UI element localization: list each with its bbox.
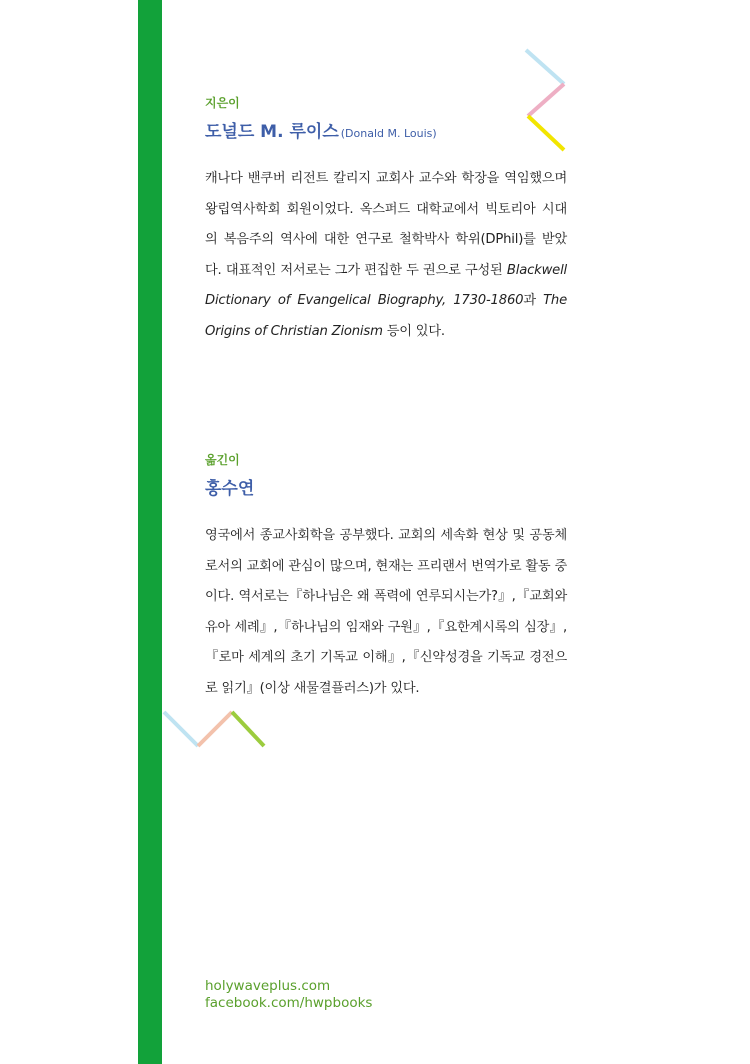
translator-section	[205, 451, 567, 704]
publisher-links	[205, 978, 372, 1012]
zigzag-peach-stroke	[198, 712, 232, 746]
author-name-english: (Donald M. Louis)	[340, 127, 437, 140]
author-bio	[205, 164, 567, 347]
facebook-link[interactable]: facebook.com/hwpbooks	[205, 995, 373, 1011]
translator-role-label: 옮긴이	[205, 453, 240, 467]
zigzag-blue-stroke	[164, 712, 198, 746]
translator-name: 홍수연	[205, 479, 255, 499]
author-name	[205, 117, 567, 142]
author-section	[205, 94, 567, 347]
author-bio-part: 과	[523, 293, 544, 308]
green-side-bar	[138, 0, 162, 1064]
author-bio-book-title: Blackwell Dictionary of Evangelical Biography, 1730-1860	[205, 262, 567, 308]
website-link[interactable]: holywaveplus.com	[205, 978, 331, 994]
translator-bio: 영국에서 종교사회학을 공부했다. 교회의 세속화 현상 및 공동체로서의 교회에 관심이 많으며, 현재는 프리랜서 번역가로 활동 중이다. 역서로는『하나님은 왜 폭력에 연루되시는가?』,『교회와 유아 세례』,『하나님의 임재와 구원』,『요한계시록의 심장』,『로마 세계의 초기 기독교 이해』,『신약성경을 기독교 경전으로 읽기』(이상 새물결플러스)가 있다.	[205, 528, 567, 696]
chevron-blue-stroke	[526, 50, 564, 84]
author-role-label: 지은이	[205, 96, 240, 110]
author-bio-part: 캐나다 밴쿠버 리전트 칼리지 교회사 교수와 학장을 역임했으며 왕립역사학회 회원이었다. 옥스퍼드 대학교에서 빅토리아 시대의 복음주의 역사에 대한 연구로 철학박사 학위(DPhil)를 받았다. 대표적인 저서로는 그가 편집한 두 권으로 구성된	[205, 171, 567, 278]
author-bio-part: 등이 있다.	[382, 323, 445, 339]
zigzag-decoration-bottom	[160, 706, 270, 754]
author-name-korean: 도널드 M. 루이스	[205, 122, 339, 142]
author-bio-book-title: The Origins of Christian Zionism	[205, 293, 567, 339]
zigzag-green-stroke	[232, 712, 264, 746]
